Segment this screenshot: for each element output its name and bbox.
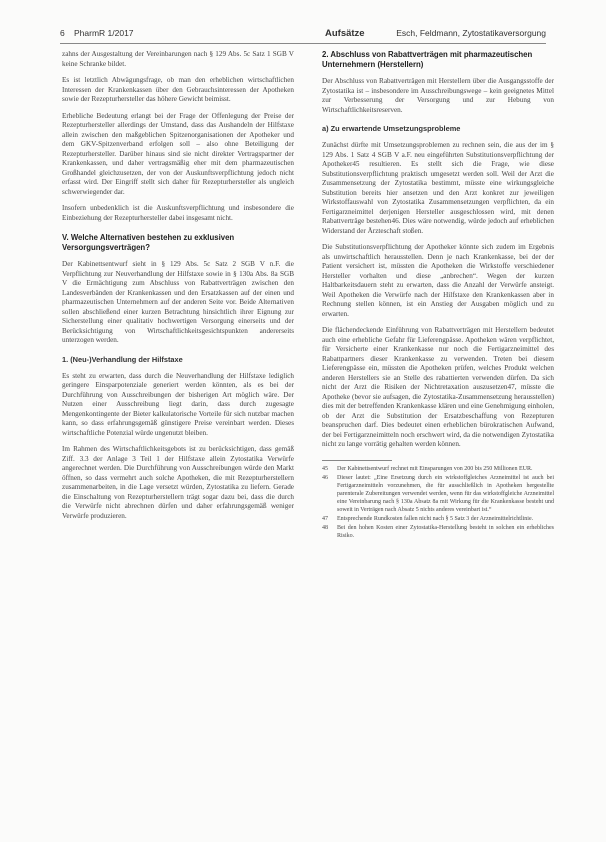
paragraph: Im Rahmen des Wirtschaftlichkeitsgebots ist zu berücksichtigen, dass gemäß Ziff. 3.3 der Anlage 3 Teil 1 der Hilfstaxe allein Zytostatika Verwürfe angerechnet werden. Die Durchführung von Ausschreibungen würde den Markt öffnen, so dass vermehrt auch solche Apotheken, die mit Rezepturherstellern zusammenarbeiten, in die Lage versetzt würden, Zytostatika zu liefern. Gerade die Einschaltung von Rezepturherstellern trägt sogar dazu bei, dass die durch die Verwürfe nicht abrechnen dürfen und daher erfahrungsgemäß weniger Verwürfe produzieren. — [62, 445, 294, 520]
footnote-rule — [322, 460, 392, 461]
paragraph: Insofern unbedenklich ist die Auskunftsverpflichtung und insbesondere die Einbeziehung der Rezepturhersteller dabei insgesamt nicht. — [62, 204, 294, 222]
footnote-number: 48 — [322, 524, 328, 531]
footnote — [322, 474, 554, 514]
paragraph: Der Abschluss von Rabattverträgen mit Herstellern über die Ausgangsstoffe der Zytostatika ist – insbesondere im Ausschreibungswege – kein geeignetes Mittel zur Verbesserung der Versorgung und zur Hebung von Wirtschaftlichkeitsreserven. — [322, 77, 554, 114]
page-number: 6 — [60, 28, 65, 38]
section-heading-v: V. Welche Alternativen bestehen zu exklusiven Versorgungsverträgen? — [62, 233, 235, 252]
footnote — [322, 524, 554, 540]
footnote-number: 45 — [322, 465, 328, 472]
paragraph: Die flächendeckende Einführung von Rabattverträgen mit Herstellern bedeutet auch eine erhebliche Gefahr für Lieferengpässe. Apotheken wären verpflichtet, für Versicherte einer Krankenkasse nur noch die Fertigarzneimittel des Rabattpartners dieser Krankenkasse zu verwenden. Treten bei diesem Lieferengpässe ein, müssten die Apotheken prüfen, welches Produkt welchen anderen Herstellers sie an Stelle des rabattierten verwenden dürfen. Da sich nicht der Arzt die Risiken der Nichtretaxation auszusetzen47, müsste die Apotheke (bevor sie aufsagen, die Zytostatika-Zusammensetzung herausstellen) dies mit der betreffenden Krankenkasse klären und eine Genehmigung einholen, ob der Arzt die Substitution der Ersatzbeschaffung von Rezepturen beanspruchen darf. Dies bedeutet einen erheblichen bürokratischen Aufwand, der bei Fertigarzneimitteln noch erschwert wird, da die notwendigen Zytostatika nicht zu lange vorrätig gehalten werden können. — [322, 326, 554, 448]
author-title: Esch, Feldmann, Zytostatikaversorgung — [396, 28, 546, 38]
footnote-text: Der Kabinettsentwurf rechnet mit Einsparungen von 200 bis 250 Millionen EUR. — [337, 465, 533, 472]
journal-title: PharmR 1/2017 — [74, 28, 134, 38]
paragraph: Es ist letztlich Abwägungsfrage, ob man den erheblichen wirtschaftlichen Interessen der Krankenkassen über den Gebrauchsinteressen der Apotheken sowie der Rezepturhersteller das höhere Gewicht beimisst. — [62, 76, 294, 103]
page-header — [60, 28, 546, 42]
footnote — [322, 465, 554, 473]
footnote-number: 47 — [322, 515, 328, 522]
subsection-heading-2: 2. Abschluss von Rabattverträgen mit pharmazeutischen Unternehmern (Herstellern) — [322, 50, 533, 69]
right-column — [322, 50, 554, 541]
paragraph: Es steht zu erwarten, dass durch die Neuverhandlung der Hilfstaxe lediglich geringere Einsparpotenziale generiert werden könnten, als es bei der Durchführung von Ausschreibungen der bisherigen Art möglich wäre. Der Nutzen einer Ausschreibung liegt darin, dass durch zugesagte Mengenkontingente der Bieter kalkulatorische Vorteile für sich nutzbar machen kann, so dass erfahrungsgemäß günstigere Preise vereinbart werden. Dieses wirtschaftliche Potenzial würde ungenutzt bleiben. — [62, 371, 294, 437]
subsection-heading-a: a) Zu erwartende Umsetzungsprobleme — [322, 124, 461, 133]
paragraph: zahns der Ausgestaltung der Vereinbarungen nach § 129 Abs. 5c Satz 1 SGB V keine Schranke bildet. — [62, 50, 294, 68]
left-column — [62, 50, 294, 528]
footnote-number: 46 — [322, 474, 328, 481]
header-rule — [60, 43, 546, 44]
subsection-heading-1: 1. (Neu-)Verhandlung der Hilfstaxe — [62, 354, 183, 364]
footnote-text: Bei den hohen Kosten einer Zytostatika-Herstellung besteht in solchen ein erhebliches Risiko. — [337, 524, 554, 539]
paragraph: Der Kabinettsentwurf sieht in § 129 Abs. 5c Satz 2 SGB V n.F. die Verpflichtung zur Neuverhandlung der Hilfstaxe sowie in § 130a Abs. 8a SGB V die Ermächtigung zum Abschluss von Rabattverträgen zwischen den Landesverbänden der Krankenkassen und den Ersatzkassen auf der einen und pharmazeutischen Unternehmern auf der anderen Seite vor. Beide Alternativen sollen abschließend einer kurzen Betrachtung hinsichtlich ihrer Eignung zur Sicherstellung einer qualitativ hochwertigen Versorgung einerseits und der Berücksichtigung von Wirtschaftlichkeitsgesichtspunkten andererseits unterzogen werden. — [62, 260, 294, 344]
paragraph: Erhebliche Bedeutung erlangt bei der Frage der Offenlegung der Preise der Rezepturhersteller allerdings der Umstand, dass das Aushandeln der Hilfstaxe allein zwischen den maßgeblichen Spitzenorganisationen der Apotheker und dem GKV-Spitzenverband erfolgen soll – also ohne Beteiligung der Rezepturhersteller. Darüber hinaus sind sie nicht direkter Vertragspartner der Krankenkassen, und daher vertragsmäßig eher mit dem pharmazeutischen Großhandel gleichzusetzen, der von der Auskunftsverpflichtung jedoch nicht erfasst wird. Der Eingriff stellt sich daher für Rezepturhersteller als ungleich schwerwiegender dar. — [62, 111, 294, 196]
footnote — [322, 515, 554, 523]
footnote-text: Dieser lautet: „Eine Ersetzung durch ein wirkstoffgleiches Arzneimittel ist auch bei Fertigarzneimitteln vorzunehmen, die für ausschließlich in Apotheken hergestellte parenterale Zubereitungen verwendet werden, wenn für das wirkstoffgleiche Arzneimittel eine Vereinbarung nach § 130a Absatz 8a mit Wirkung für die Krankenkasse besteht und soweit in Verträgen nach Absatz 5 nichts anderes vereinbart ist.“ — [337, 474, 554, 513]
section-title: Aufsätze — [325, 28, 365, 39]
paragraph: Zunächst dürfte mit Umsetzungsproblemen zu rechnen sein, die aus der im § 129 Abs. 1 Satz 4 SGB V a.F. neu eingeführten Substitutionsverpflichtung der Apotheker45 resultieren. Es stellt sich die Frage, wie diese Substitutionsverpflichtung praktisch umgesetzt werden soll. Weil der Arzt die Zusammensetzung der Zytostatika bestimmt, müsste eine wirkungsgleiche Substitution bereits hier ansetzen und den Arzt konkret zur jeweiligen Wirkstoffauswahl von Zytostatika Zusammensetzungen verpflichten, da ein Fertigarzneimittel derjenigen Hersteller ausgeschlossen wird, mit denen Rabattverträge bestehen46. Dies wäre notwendig, würde jedoch auf erheblichen Widerstand der Ärzteschaft stoßen. — [322, 141, 554, 235]
footnote-text: Entsprechende Rundkosten fallen nicht nach § 5 Satz 3 der Arzneimittelrichtlinie. — [337, 515, 534, 522]
paragraph: Die Substitutionsverpflichtung der Apotheker könnte sich zudem im Ergebnis als unwirtschaftlich herausstellen. Denn je nach Krankenkasse, bei der der Patient versichert ist, müssten die Apotheken die Wirkstoffe verschiedener Hersteller vorhalten und diese „anbrechen“. Wegen der kurzen Haltbarkeitsdauern steht zu erwarten, dass die Anzahl der Verwürfe ansteigt. Weil Apotheken die Verwürfe nach der Hilfstaxe den Krankenkassen aber in Rechnung stellen können, ist ein Anstieg der Ausgaben möglich und zu erwarten. — [322, 243, 554, 318]
